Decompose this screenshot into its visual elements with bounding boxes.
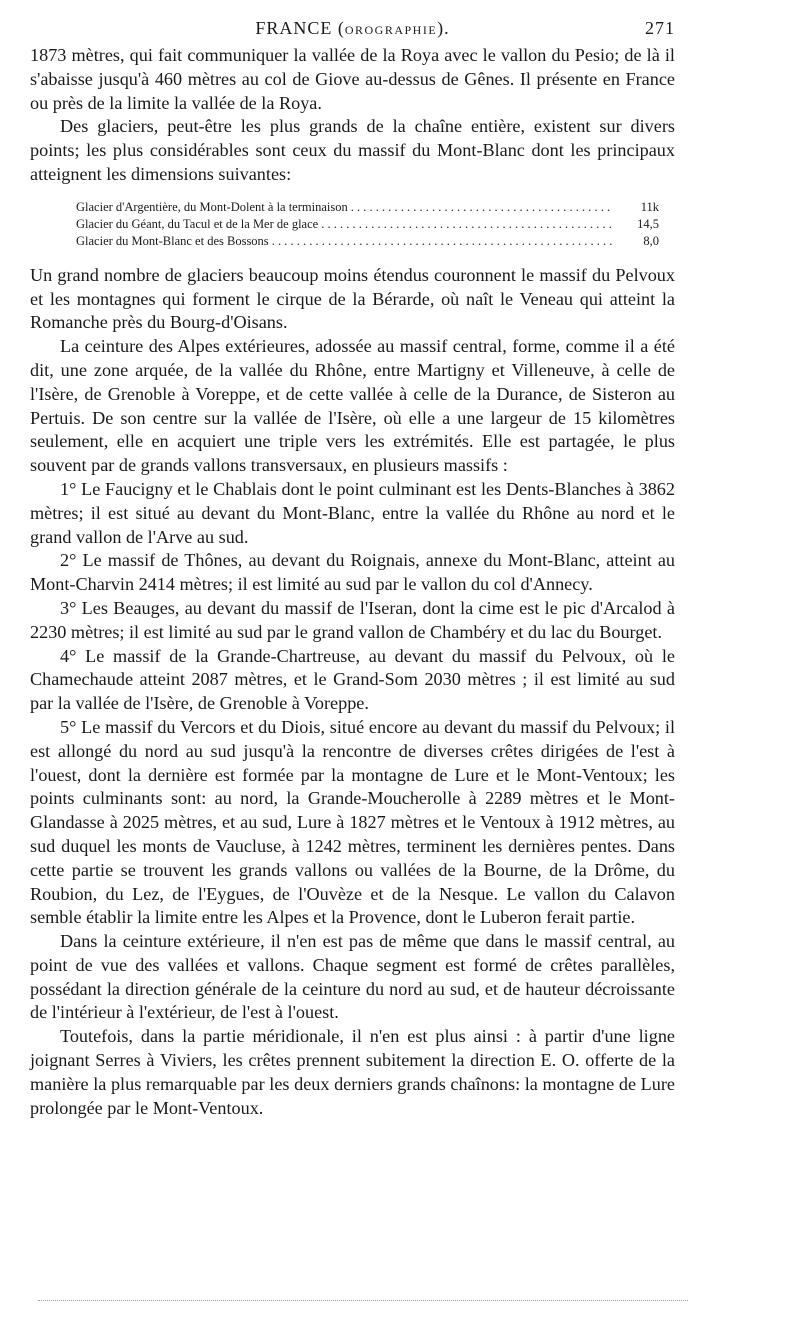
footer-rule — [38, 1300, 688, 1301]
paragraph-massif-1: 1° Le Faucigny et le Chablais dont le point culminant est les Dents-Blanches à 3862 mètres; il est situé au devant du Mont-Blanc, entre la vallée du Rhône au nord et le grand vallon de l'Arve au sud. — [30, 478, 675, 547]
leader-dots — [269, 233, 613, 250]
glacier-length: 14,5 — [637, 216, 659, 231]
glacier-length: 11k — [640, 199, 659, 214]
running-header — [30, 18, 675, 44]
glacier-name: Glacier du Mont-Blanc et des Bossons — [76, 233, 269, 248]
paragraph-partie-meridionale: Toutefois, dans la partie méridionale, il n'en est plus ainsi : à partir d'une ligne joignant Serres à Viviers, les crêtes prennent subitement la direction E. O. offerte de la manière la plus remarquable par les deux derniers grands chaînons: la montagne de Lure prolongée par le Mont-Ventoux. — [30, 1026, 675, 1118]
paragraph-ceinture: La ceinture des Alpes extérieures, adossée au massif central, forme, comme il a été dit, une zone arquée, de la vallée du Rhône, entre Martigny et Villeneuve, à celle de l'Isère, de Grenoble à Voreppe, et de cette vallée à celle de la Durance, de Sisteron au Pertuis. De son centre sur la vallée de l'Isère, où elle a une largeur de 15 kilomètres seulement, elle en acquiert une triple vers les extrémités. Elle est partagée, le plus souvent par de grands vallons transversaux, en plusieurs massifs : — [30, 336, 675, 476]
paragraph-massif-3: 3° Les Beauges, au devant du massif de l'Iseran, dont la cime est le pic d'Arcalod à 2230 mètres; il est limité au sud par le grand vallon de Chambéry et du lac du Bourget. — [30, 597, 675, 642]
glacier-row — [76, 199, 659, 216]
leader-dots — [348, 199, 613, 216]
paragraph-massif-5: 5° Le massif du Vercors et du Diois, situé encore au devant du massif du Pelvoux; il est allongé du nord au sud jusqu'à la rencontre de diverses crêtes dirigées de l'est à l'ouest, dont la dernière est formée par la montagne de Lure et le Mont-Ventoux; les points culminants sont: au nord, la Grande-Moucherolle à 2289 mètres et le Mont-Glandasse à 2025 mètres, et au sud, Lure à 1827 mètres et le Ventoux à 1912 mètres, au sud duquel les monts de Vaucluse, à 1242 mètres, terminent les dernières pentes. Dans cette partie se trouvent les grands vallons ou vallées de la Bourne, de la Drôme, du Roubion, du Lez, de l'Eygues, de l'Ouvèze et de la Nesque. Le vallon du Calavon semble établir la limite entre les Alpes et la Provence, dont le Luberon ferait partie. — [30, 716, 675, 928]
page-number: 271 — [645, 18, 675, 38]
leader-dots — [318, 216, 613, 233]
book-page — [30, 18, 675, 1120]
running-title-end: ). — [437, 18, 450, 38]
paragraph-pelvoux-glaciers: Un grand nombre de glaciers beaucoup moins étendus couronnent le massif du Pelvoux et les montagnes qui forment le cirque de la Bérarde, où naît le Veneau qui atteint la Romanche près du Bourg-d'Oisans. — [30, 264, 675, 333]
glacier-name: Glacier d'Argentière, du Mont-Dolent à la terminaison — [76, 199, 348, 214]
running-title — [30, 18, 675, 39]
glacier-row — [76, 233, 659, 250]
running-title-main: FRANCE ( — [255, 18, 345, 38]
running-title-subject: OROGRAPHIE — [344, 23, 438, 37]
glacier-name: Glacier du Géant, du Tacul et de la Mer de glace — [76, 216, 319, 231]
glacier-table — [76, 199, 659, 250]
paragraph-roya: 1873 mètres, qui fait communiquer la vallée de la Roya avec le vallon du Pesio; de là il s'abaisse jusqu'à 460 mètres au col de Giove au-dessus de Gênes. Il présente en France ou près de la limite la vallée de la Roya. — [30, 45, 675, 113]
paragraph-massif-2: 2° Le massif de Thônes, au devant du Roignais, annexe du Mont-Blanc, atteint au Mont-Charvin 2414 mètres; il est limité au sud par le vallon du col d'Annecy. — [30, 550, 675, 595]
glacier-row — [76, 216, 659, 233]
paragraph-ceinture-exterieure: Dans la ceinture extérieure, il n'en est pas de même que dans le massif central, au point de vue des vallées et vallons. Chaque segment est formé de crêtes parallèles, possédant la direction générale de la ceinture du nord au sud, et de hauteur décroissante de l'intérieur à l'extérieur, de l'est à l'ouest. — [30, 931, 675, 1023]
glacier-length: 8,0 — [643, 233, 659, 248]
paragraph-glaciers-intro: Des glaciers, peut-être les plus grands de la chaîne entière, existent sur divers points; les plus considérables sont ceux du massif du Mont-Blanc dont les principaux atteignent les dimensions suivantes: — [30, 116, 675, 184]
paragraph-massif-4: 4° Le massif de la Grande-Chartreuse, au devant du massif du Pelvoux, où le Chamechaude atteint 2087 mètres, et le Grand-Som 2030 mètres ; il est limité au sud par la vallée de l'Isère, de Grenoble à Voreppe. — [30, 645, 675, 714]
